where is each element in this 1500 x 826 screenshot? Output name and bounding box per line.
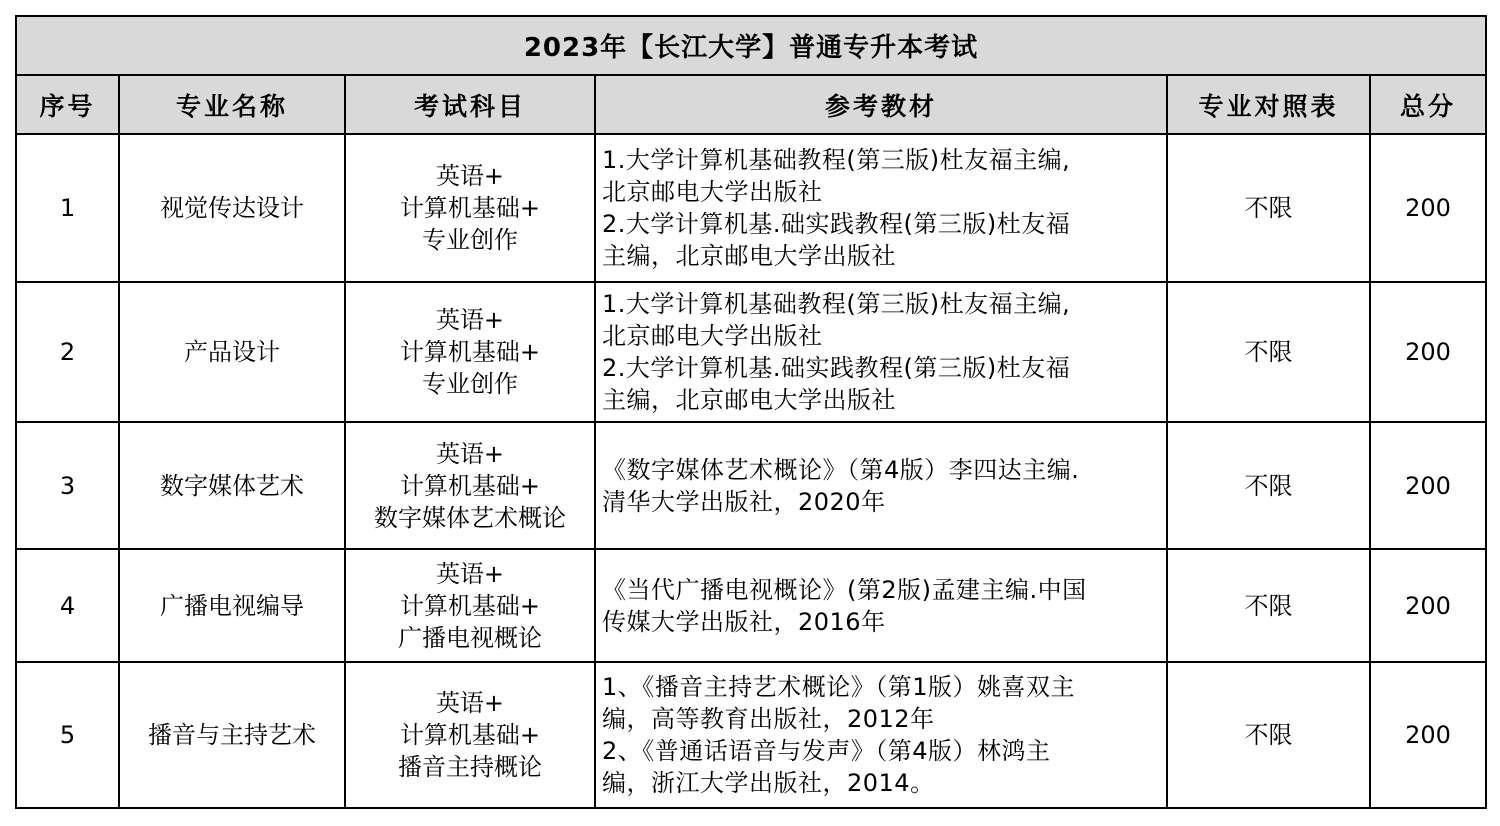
book-line: 清华大学出版社，2020年: [602, 487, 886, 516]
subject-line: 英语+: [435, 162, 505, 190]
subject-line: 英语+: [435, 439, 505, 468]
book-line: 2、《普通话语音与发声》（第4版）林鸿主: [602, 737, 1051, 765]
table-row: [16, 282, 1486, 422]
book-line: 2.大学计算机基.础实践教程(第三版)杜友福: [602, 210, 1071, 238]
row-score: 200: [1370, 282, 1486, 422]
book-line: 1.大学计算机基础教程(第三版)杜友福主编,: [602, 290, 1071, 318]
row-index: 1: [16, 134, 119, 282]
book-line: 《数字媒体艺术概论》（第4版）李四达主编.: [602, 455, 1080, 484]
book-line: 主编，北京邮电大学出版社: [602, 386, 896, 414]
header-subjects: 考试科目: [345, 75, 595, 134]
exam-table: [15, 15, 1487, 809]
row-comparison: 不限: [1167, 134, 1370, 282]
row-comparison: 不限: [1167, 549, 1370, 662]
header-score: 总分: [1370, 75, 1486, 134]
subject-line: 英语+: [435, 689, 505, 717]
row-subjects: [345, 422, 595, 549]
subject-line: 数字媒体艺术概论: [374, 503, 566, 532]
book-line: 传媒大学出版社，2016年: [602, 607, 886, 636]
title-row: [16, 16, 1486, 75]
row-major: 广播电视编导: [119, 549, 345, 662]
book-line: 编，浙江大学出版社，2014。: [602, 769, 935, 797]
header-row: [16, 75, 1486, 134]
row-books: [595, 662, 1167, 808]
header-books: 参考教材: [595, 75, 1167, 134]
book-line: 主编，北京邮电大学出版社: [602, 242, 896, 270]
table-title: 2023年【长江大学】普通专升本考试: [16, 16, 1486, 75]
row-books: [595, 549, 1167, 662]
row-subjects: [345, 134, 595, 282]
header-comparison: 专业对照表: [1167, 75, 1370, 134]
row-score: 200: [1370, 422, 1486, 549]
row-books: [595, 282, 1167, 422]
book-line: 《当代广播电视概论》(第2版)孟建主编.中国: [602, 575, 1087, 604]
row-score: 200: [1370, 662, 1486, 808]
subject-line: 计算机基础+: [399, 721, 541, 749]
book-line: 1、《播音主持艺术概论》（第1版）姚喜双主: [602, 673, 1076, 701]
header-index: 序号: [16, 75, 119, 134]
subject-line: 专业创作: [422, 226, 518, 254]
row-score: 200: [1370, 134, 1486, 282]
book-line: 北京邮电大学出版社: [602, 322, 823, 350]
subject-line: 专业创作: [422, 370, 518, 398]
row-major: 播音与主持艺术: [119, 662, 345, 808]
header-major: 专业名称: [119, 75, 345, 134]
row-subjects: [345, 662, 595, 808]
book-line: 北京邮电大学出版社: [602, 178, 823, 206]
subject-line: 计算机基础+: [399, 338, 541, 366]
row-books: [595, 134, 1167, 282]
subject-line: 广播电视概论: [398, 623, 542, 652]
row-subjects: [345, 549, 595, 662]
row-major: 产品设计: [119, 282, 345, 422]
book-line: 2.大学计算机基.础实践教程(第三版)杜友福: [602, 354, 1071, 382]
row-index: 5: [16, 662, 119, 808]
row-major: 数字媒体艺术: [119, 422, 345, 549]
subject-line: 播音主持概论: [398, 753, 542, 781]
subject-line: 英语+: [435, 559, 505, 588]
book-line: 编，高等教育出版社，2012年: [602, 705, 935, 733]
row-score: 200: [1370, 549, 1486, 662]
row-comparison: 不限: [1167, 282, 1370, 422]
table-row: [16, 662, 1486, 808]
subject-line: 计算机基础+: [399, 591, 541, 620]
row-index: 4: [16, 549, 119, 662]
row-books: [595, 422, 1167, 549]
row-major: 视觉传达设计: [119, 134, 345, 282]
table-row: [16, 134, 1486, 282]
row-subjects: [345, 282, 595, 422]
subject-line: 计算机基础+: [399, 194, 541, 222]
row-index: 2: [16, 282, 119, 422]
row-index: 3: [16, 422, 119, 549]
row-comparison: 不限: [1167, 662, 1370, 808]
table-row: [16, 422, 1486, 549]
row-comparison: 不限: [1167, 422, 1370, 549]
book-line: 1.大学计算机基础教程(第三版)杜友福主编,: [602, 146, 1071, 174]
table-row: [16, 549, 1486, 662]
subject-line: 计算机基础+: [399, 471, 541, 500]
subject-line: 英语+: [435, 306, 505, 334]
